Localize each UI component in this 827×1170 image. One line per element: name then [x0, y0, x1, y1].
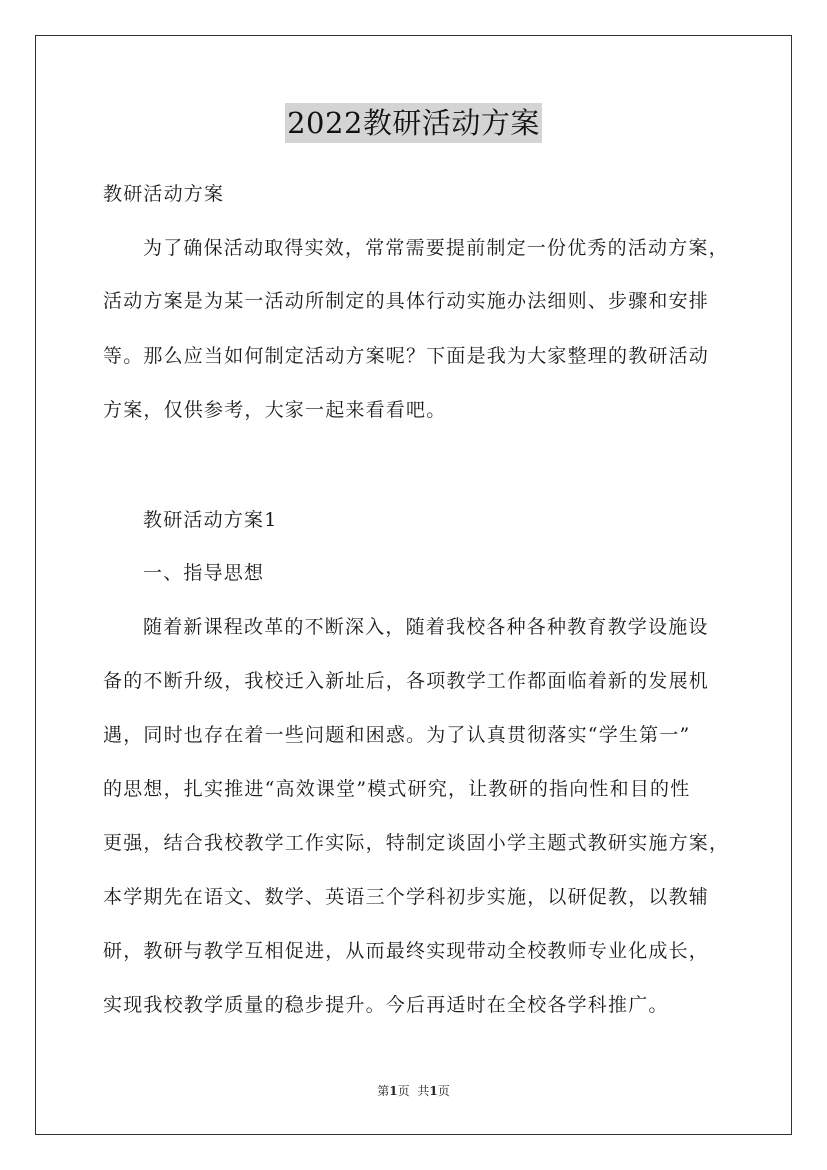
body-line: 备的不断升级，我校迁入新址后，各项教学工作都面临着新的发展机 — [103, 670, 710, 692]
intro-line: 活动方案是为某一活动所制定的具体行动实施办法细则、步骤和安排 — [103, 290, 710, 312]
intro-line: 为了确保活动取得实效，常常需要提前制定一份优秀的活动方案， — [143, 237, 729, 259]
page-label-suffix: 页 — [397, 1084, 410, 1098]
page-footer — [0, 1083, 827, 1099]
body-line: 本学期先在语文、数学、英语三个学科初步实施，以研促教，以教辅 — [103, 886, 710, 908]
page-label-prefix: 第 — [377, 1084, 390, 1098]
section-title: 教研活动方案1 — [143, 509, 278, 531]
total-pages: 1 — [429, 1084, 438, 1098]
total-label-prefix: 共 — [417, 1084, 430, 1098]
intro-line: 方案，仅供参考，大家一起来看看吧。 — [103, 399, 447, 421]
body-line: 更强，结合我校教学工作实际，特制定谈固小学主题式教研实施方案， — [103, 832, 730, 854]
title-container — [0, 103, 827, 143]
body-line: 实现我校教学质量的稳步提升。今后再适时在全校各学科推广。 — [103, 994, 669, 1016]
page-number: 1 — [389, 1084, 398, 1098]
body-line: 研，教研与教学互相促进，从而最终实现带动全校教师专业化成长， — [103, 940, 710, 962]
section-heading: 一、指导思想 — [143, 562, 265, 584]
body-line: 遇，同时也存在着一些问题和困惑。为了认真贯彻落实“学生第一” — [103, 724, 691, 746]
intro-line: 等。那么应当如何制定活动方案呢？下面是我为大家整理的教研活动 — [103, 345, 710, 367]
document-title: 2022教研活动方案 — [285, 103, 542, 143]
document-subtitle: 教研活动方案 — [103, 183, 225, 205]
total-label-suffix: 页 — [437, 1084, 450, 1098]
body-line: 随着新课程改革的不断深入，随着我校各种各种教育教学设施设 — [143, 616, 709, 638]
body-line: 的思想，扎实推进“高效课堂”模式研究，让教研的指向性和目的性 — [103, 778, 691, 800]
